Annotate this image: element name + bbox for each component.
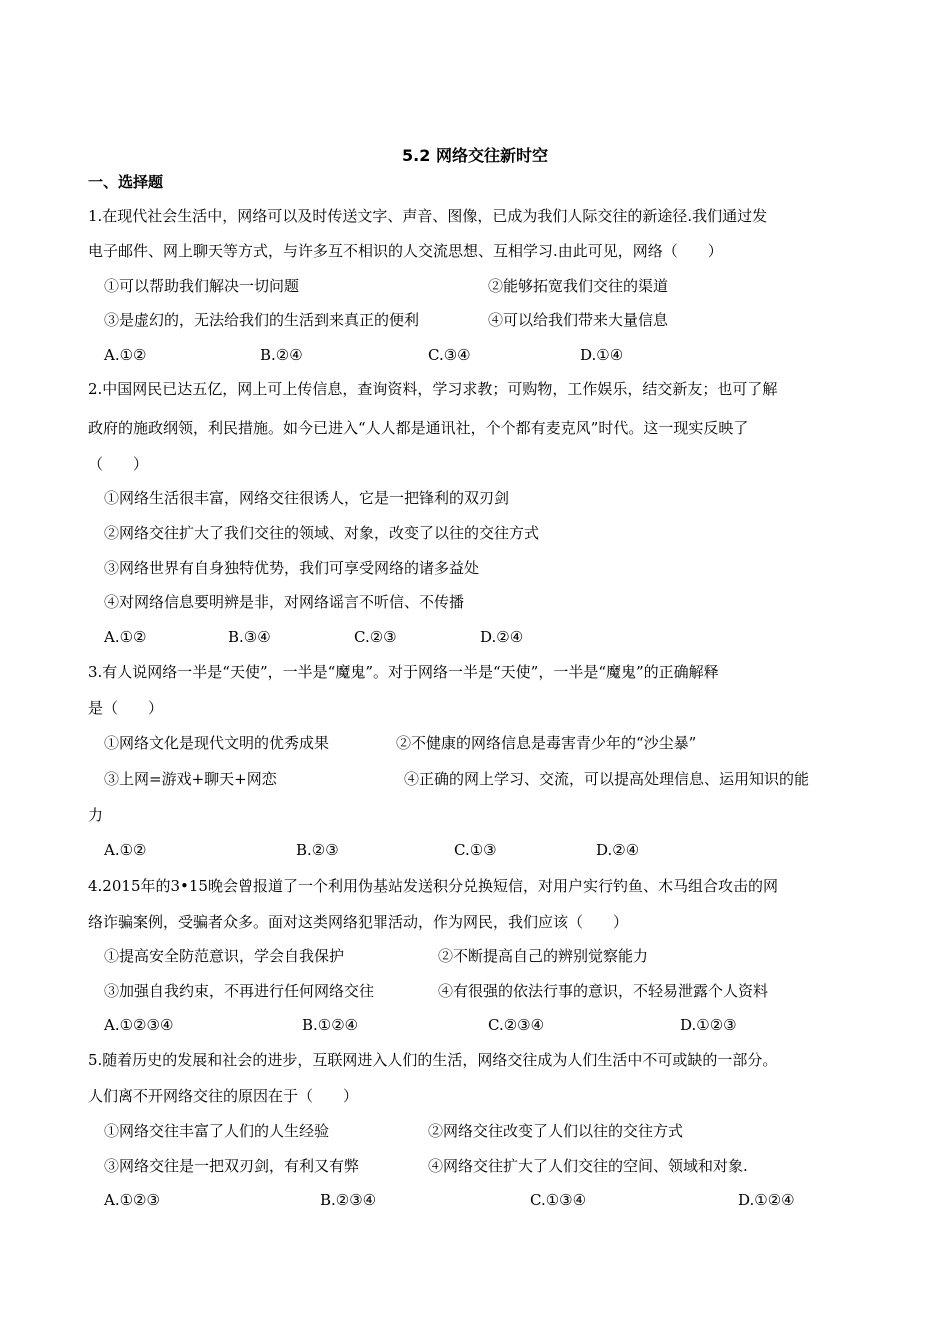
question-4-choice-c: C.②③④ bbox=[488, 1016, 545, 1034]
question-4-item-3: ③加强自我约束，不再进行任何网络交往 bbox=[104, 982, 375, 1000]
question-4-stem-line-1: 4.2015年的3•15晚会曾报道了一个利用伪基站发送积分兑换短信，对用户实行钓鱼、木马组合攻击的网 bbox=[88, 877, 778, 895]
question-2-choice-b: B.③④ bbox=[228, 628, 271, 646]
question-4-item-2: ②不断提高自己的辨别觉察能力 bbox=[438, 947, 649, 965]
question-5-item-2: ②网络交往改变了人们以往的交往方式 bbox=[428, 1122, 684, 1140]
question-5-stem-line-2: 人们离不开网络交往的原因在于（ ） bbox=[88, 1087, 359, 1105]
question-3-stem-line-1: 3.有人说网络一半是“天使”，一半是“魔鬼”。对于网络一半是“天使”，一半是“魔鬼”的正确解释 bbox=[88, 663, 719, 681]
question-4-item-1: ①提高安全防范意识，学会自我保护 bbox=[104, 947, 345, 965]
question-1-stem-line-2: 电子邮件、网上聊天等方式，与许多互不相识的人交流思想、互相学习.由此可见，网络（ ） bbox=[88, 242, 723, 260]
question-2-item-4: ④对网络信息要明辨是非，对网络谣言不听信、不传播 bbox=[104, 593, 465, 611]
question-1-item-4: ④可以给我们带来大量信息 bbox=[488, 311, 669, 329]
question-3-choice-c: C.①③ bbox=[454, 841, 497, 859]
question-5-item-3: ③网络交往是一把双刃剑，有利又有弊 bbox=[104, 1157, 360, 1175]
question-3-item-4-wrap: 力 bbox=[88, 806, 104, 824]
question-3-stem-line-2: 是（ ） bbox=[88, 699, 164, 717]
question-3-choice-d: D.②④ bbox=[596, 841, 640, 859]
question-1-item-2: ②能够拓宽我们交往的渠道 bbox=[488, 277, 669, 295]
section-heading: 一、选择题 bbox=[88, 173, 164, 191]
question-1-item-3: ③是虚幻的，无法给我们的生活到来真正的便利 bbox=[104, 311, 420, 329]
question-2-stem-line-1: 2.中国网民已达五亿，网上可上传信息，查询资料，学习求教；可购物，工作娱乐，结交新友；也可了解 bbox=[88, 380, 778, 398]
question-5-choice-d: D.①②④ bbox=[738, 1191, 795, 1209]
question-1-choice-d: D.①④ bbox=[580, 346, 624, 364]
question-2-choice-a: A.①② bbox=[104, 628, 147, 646]
question-3-item-1: ①网络文化是现代文明的优秀成果 bbox=[104, 734, 330, 752]
question-1-choice-a: A.①② bbox=[104, 346, 147, 364]
question-3-choice-a: A.①② bbox=[104, 841, 147, 859]
question-5-item-4: ④网络交往扩大了人们交往的空间、领域和对象. bbox=[428, 1157, 748, 1175]
question-4-choice-a: A.①②③④ bbox=[104, 1016, 174, 1034]
question-1-choice-b: B.②④ bbox=[260, 346, 303, 364]
question-2-item-3: ③网络世界有自身独特优势，我们可享受网络的诸多益处 bbox=[104, 559, 480, 577]
question-2-item-1: ①网络生活很丰富，网络交往很诱人，它是一把锋利的双刃剑 bbox=[104, 489, 510, 507]
question-3-choice-b: B.②③ bbox=[296, 841, 339, 859]
question-5-choice-b: B.②③④ bbox=[320, 1191, 377, 1209]
question-1-stem-line-1: 1.在现代社会生活中，网络可以及时传送文字、声音、图像，已成为我们人际交往的新途径.我们通过发 bbox=[88, 207, 768, 225]
page-title: 5.2 网络交往新时空 bbox=[402, 146, 548, 165]
question-2-stem-line-3: （ ） bbox=[88, 455, 149, 473]
question-4-stem-line-2: 络诈骗案例，受骗者众多。面对这类网络犯罪活动，作为网民，我们应该（ ） bbox=[88, 913, 629, 931]
question-2-choice-c: C.②③ bbox=[354, 628, 397, 646]
question-5-choice-c: C.①③④ bbox=[530, 1191, 587, 1209]
question-2-choice-d: D.②④ bbox=[480, 628, 524, 646]
question-3-item-2: ②不健康的网络信息是毒害青少年的“沙尘暴” bbox=[396, 734, 697, 752]
question-4-choice-b: B.①②④ bbox=[302, 1016, 359, 1034]
question-4-item-4: ④有很强的依法行事的意识，不轻易泄露个人资料 bbox=[438, 982, 769, 1000]
question-3-item-4: ④正确的网上学习、交流，可以提高处理信息、运用知识的能 bbox=[404, 770, 810, 788]
question-1-choice-c: C.③④ bbox=[428, 346, 471, 364]
question-5-stem-line-1: 5.随着历史的发展和社会的进步，互联网进入人们的生活，网络交往成为人们生活中不可或缺的一部分。 bbox=[88, 1051, 778, 1069]
question-5-item-1: ①网络交往丰富了人们的人生经验 bbox=[104, 1122, 330, 1140]
question-5-choice-a: A.①②③ bbox=[104, 1191, 160, 1209]
question-2-item-2: ②网络交往扩大了我们交往的领域、对象，改变了以往的交往方式 bbox=[104, 524, 540, 542]
question-4-choice-d: D.①②③ bbox=[680, 1016, 737, 1034]
question-1-item-1: ①可以帮助我们解决一切问题 bbox=[104, 277, 300, 295]
question-2-stem-line-2: 政府的施政纲领，利民措施。如今已进入“人人都是通讯社，个个都有麦克风”时代。这一现实反映了 bbox=[88, 419, 749, 437]
question-3-item-3: ③上网=游戏+聊天+网恋 bbox=[104, 770, 277, 788]
